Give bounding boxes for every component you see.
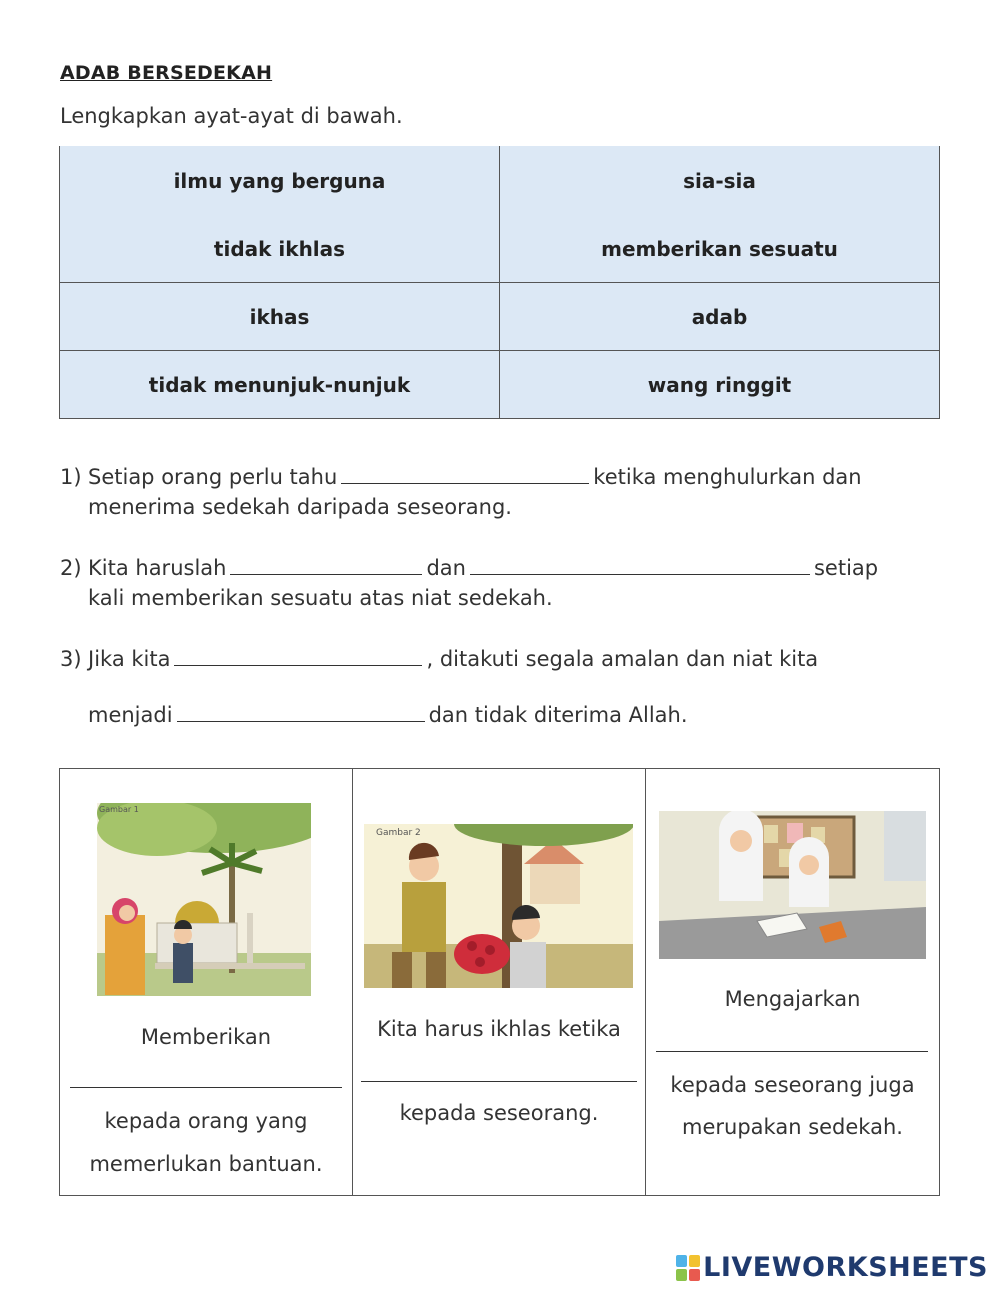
image-caption: Gambar 1 — [99, 805, 139, 814]
question-text: dan tidak diterima Allah. — [428, 703, 688, 727]
question-text: Setiap orang perlu tahu — [88, 465, 338, 489]
question-3 — [60, 644, 940, 734]
word-option: wang ringgit — [500, 351, 940, 419]
question-text: Jika kita — [88, 647, 171, 671]
word-option: memberikan sesuatu — [601, 237, 838, 261]
image-caption: Gambar 2 — [376, 828, 421, 838]
word-option: ilmu yang berguna — [173, 169, 386, 193]
picture-text: kepada seseorang juga — [670, 1073, 915, 1097]
worksheet-title: ADAB BERSEDEKAH — [60, 62, 273, 84]
illustration-giving-image — [97, 803, 311, 996]
word-bank-cell — [60, 146, 500, 283]
logo-text: LIVEWORKSHEETS — [703, 1252, 988, 1283]
word-option: sia-sia — [683, 169, 756, 193]
answer-blank[interactable] — [361, 1081, 637, 1082]
picture-cell-1 — [60, 769, 353, 1195]
picture-text: kepada seseorang. — [399, 1101, 599, 1125]
question-1 — [60, 462, 940, 526]
picture-cell-2 — [353, 769, 646, 1195]
word-option: adab — [500, 283, 940, 351]
picture-text: Memberikan — [140, 1025, 272, 1049]
liveworksheets-logo — [676, 1252, 988, 1283]
instruction-text: Lengkapkan ayat-ayat di bawah. — [60, 104, 403, 128]
question-2 — [60, 553, 940, 617]
question-number: 3) — [60, 647, 82, 671]
word-option: tidak menunjuk-nunjuk — [60, 351, 500, 419]
picture-text: Kita harus ikhlas ketika — [377, 1017, 621, 1041]
answer-blank[interactable] — [70, 1087, 342, 1088]
word-bank-cell — [500, 146, 940, 283]
word-option: tidak ikhlas — [213, 237, 346, 261]
picture-text: memerlukan bantuan. — [89, 1152, 323, 1176]
question-number: 1) — [60, 465, 82, 489]
question-text: dan — [426, 556, 466, 580]
question-text: , ditakuti segala amalan dan niat kita — [426, 647, 819, 671]
illustration-teaching-image — [659, 811, 926, 959]
answer-blank[interactable] — [230, 555, 422, 575]
question-text: setiap — [813, 556, 879, 580]
answer-blank[interactable] — [177, 702, 425, 722]
question-text: kali memberikan sesuatu atas niat sedekah. — [88, 586, 553, 610]
answer-blank[interactable] — [341, 464, 589, 484]
question-number: 2) — [60, 556, 82, 580]
picture-text: merupakan sedekah. — [682, 1115, 903, 1139]
word-bank-table — [59, 146, 940, 419]
answer-blank[interactable] — [656, 1051, 928, 1052]
logo-icon — [676, 1255, 700, 1281]
illustration-flowers-image — [364, 824, 633, 988]
question-text: menerima sedekah daripada seseorang. — [88, 495, 512, 519]
picture-table — [59, 768, 940, 1196]
word-option: ikhas — [60, 283, 500, 351]
picture-text: kepada orang yang — [104, 1109, 308, 1133]
picture-text: Mengajarkan — [724, 987, 861, 1011]
answer-blank[interactable] — [174, 646, 422, 666]
picture-cell-3 — [646, 769, 939, 1195]
answer-blank[interactable] — [470, 555, 810, 575]
question-text: ketika menghulurkan dan — [593, 465, 862, 489]
question-text: Kita haruslah — [88, 556, 227, 580]
question-text: menjadi — [88, 703, 173, 727]
